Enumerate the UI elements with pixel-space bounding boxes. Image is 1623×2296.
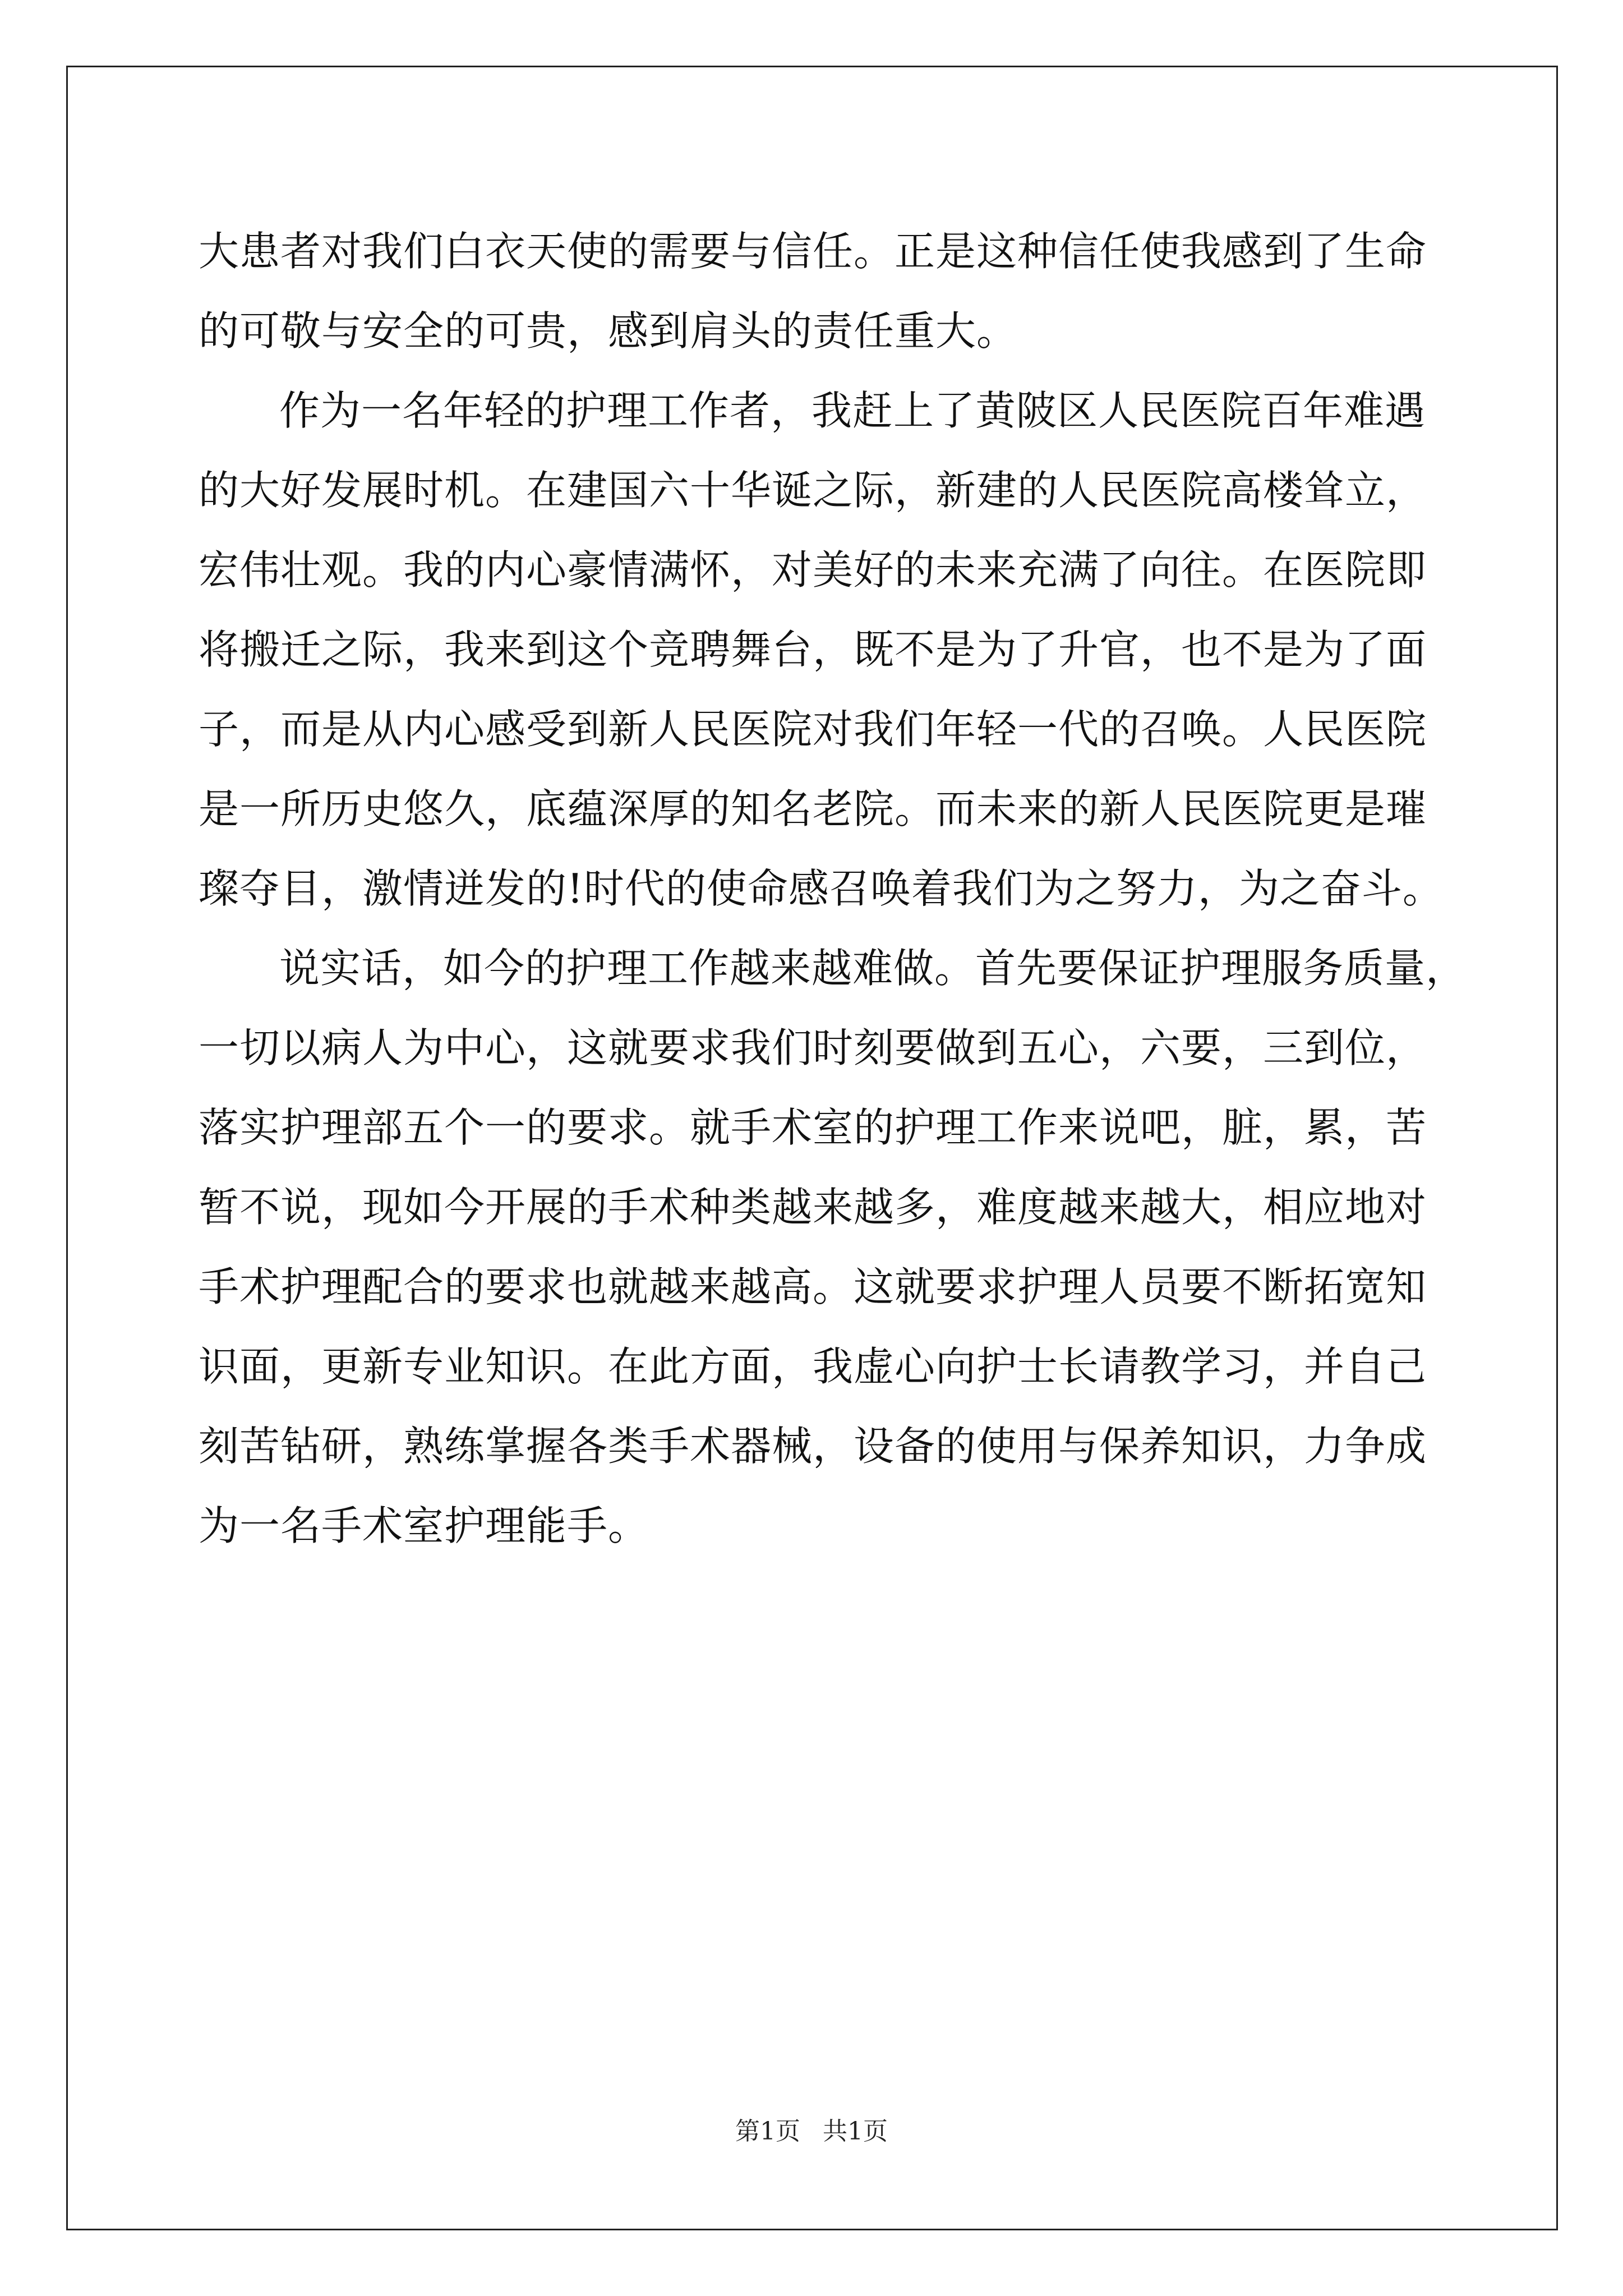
text-line: 刻苦钻研，熟练掌握各类手术器械，设备的使用与保养知识，力争成 bbox=[199, 1423, 1427, 1470]
text-line: 宏伟壮观。我的内心豪情满怀，对美好的未来充满了向往。在医院即 bbox=[199, 546, 1427, 593]
text-line: 将搬迁之际，我来到这个竞聘舞台，既不是为了升官，也不是为了面 bbox=[199, 626, 1427, 673]
text-line: 子，而是从内心感受到新人民医院对我们年轻一代的召唤。人民医院 bbox=[199, 706, 1427, 753]
page-number-current: 第1页 bbox=[735, 2117, 800, 2146]
page-footer bbox=[0, 2115, 1623, 2148]
text-line: 是一所历史悠久，底蕴深厚的知名老院。而未来的新人民医院更是璀 bbox=[199, 785, 1427, 832]
paragraph-start-line: 说实话，如今的护理工作越来越难做。首先要保证护理服务质量， bbox=[279, 945, 1467, 992]
text-line: 的大好发展时机。在建国六十华诞之际，新建的人民医院高楼耸立， bbox=[199, 467, 1427, 514]
text-line: 识面，更新专业知识。在此方面，我虚心向护士长请教学习，并自己 bbox=[199, 1343, 1427, 1390]
text-line: 璨夺目，激情迸发的!时代的使命感召唤着我们为之努力，为之奋斗。 bbox=[199, 865, 1444, 912]
text-line: 暂不说，现如今开展的手术种类越来越多，难度越来越大，相应地对 bbox=[199, 1184, 1427, 1231]
text-line: 大患者对我们白衣天使的需要与信任。正是这种信任使我感到了生命 bbox=[199, 228, 1427, 275]
text-line: 落实护理部五个一的要求。就手术室的护理工作来说吧，脏，累，苦 bbox=[199, 1104, 1427, 1151]
text-line: 为一名手术室护理能手。 bbox=[199, 1502, 649, 1549]
text-line: 一切以病人为中心，这就要求我们时刻要做到五心，六要，三到位， bbox=[199, 1024, 1427, 1071]
text-line: 的可敬与安全的可贵，感到肩头的责任重大。 bbox=[199, 307, 1018, 355]
document-body bbox=[199, 211, 1467, 1566]
paragraph-start-line: 作为一名年轻的护理工作者，我赶上了黄陂区人民医院百年难遇 bbox=[279, 387, 1426, 434]
text-line: 手术护理配合的要求也就越来越高。这就要求护理人员要不断拓宽知 bbox=[199, 1263, 1427, 1310]
page-number-total: 共1页 bbox=[823, 2117, 888, 2146]
